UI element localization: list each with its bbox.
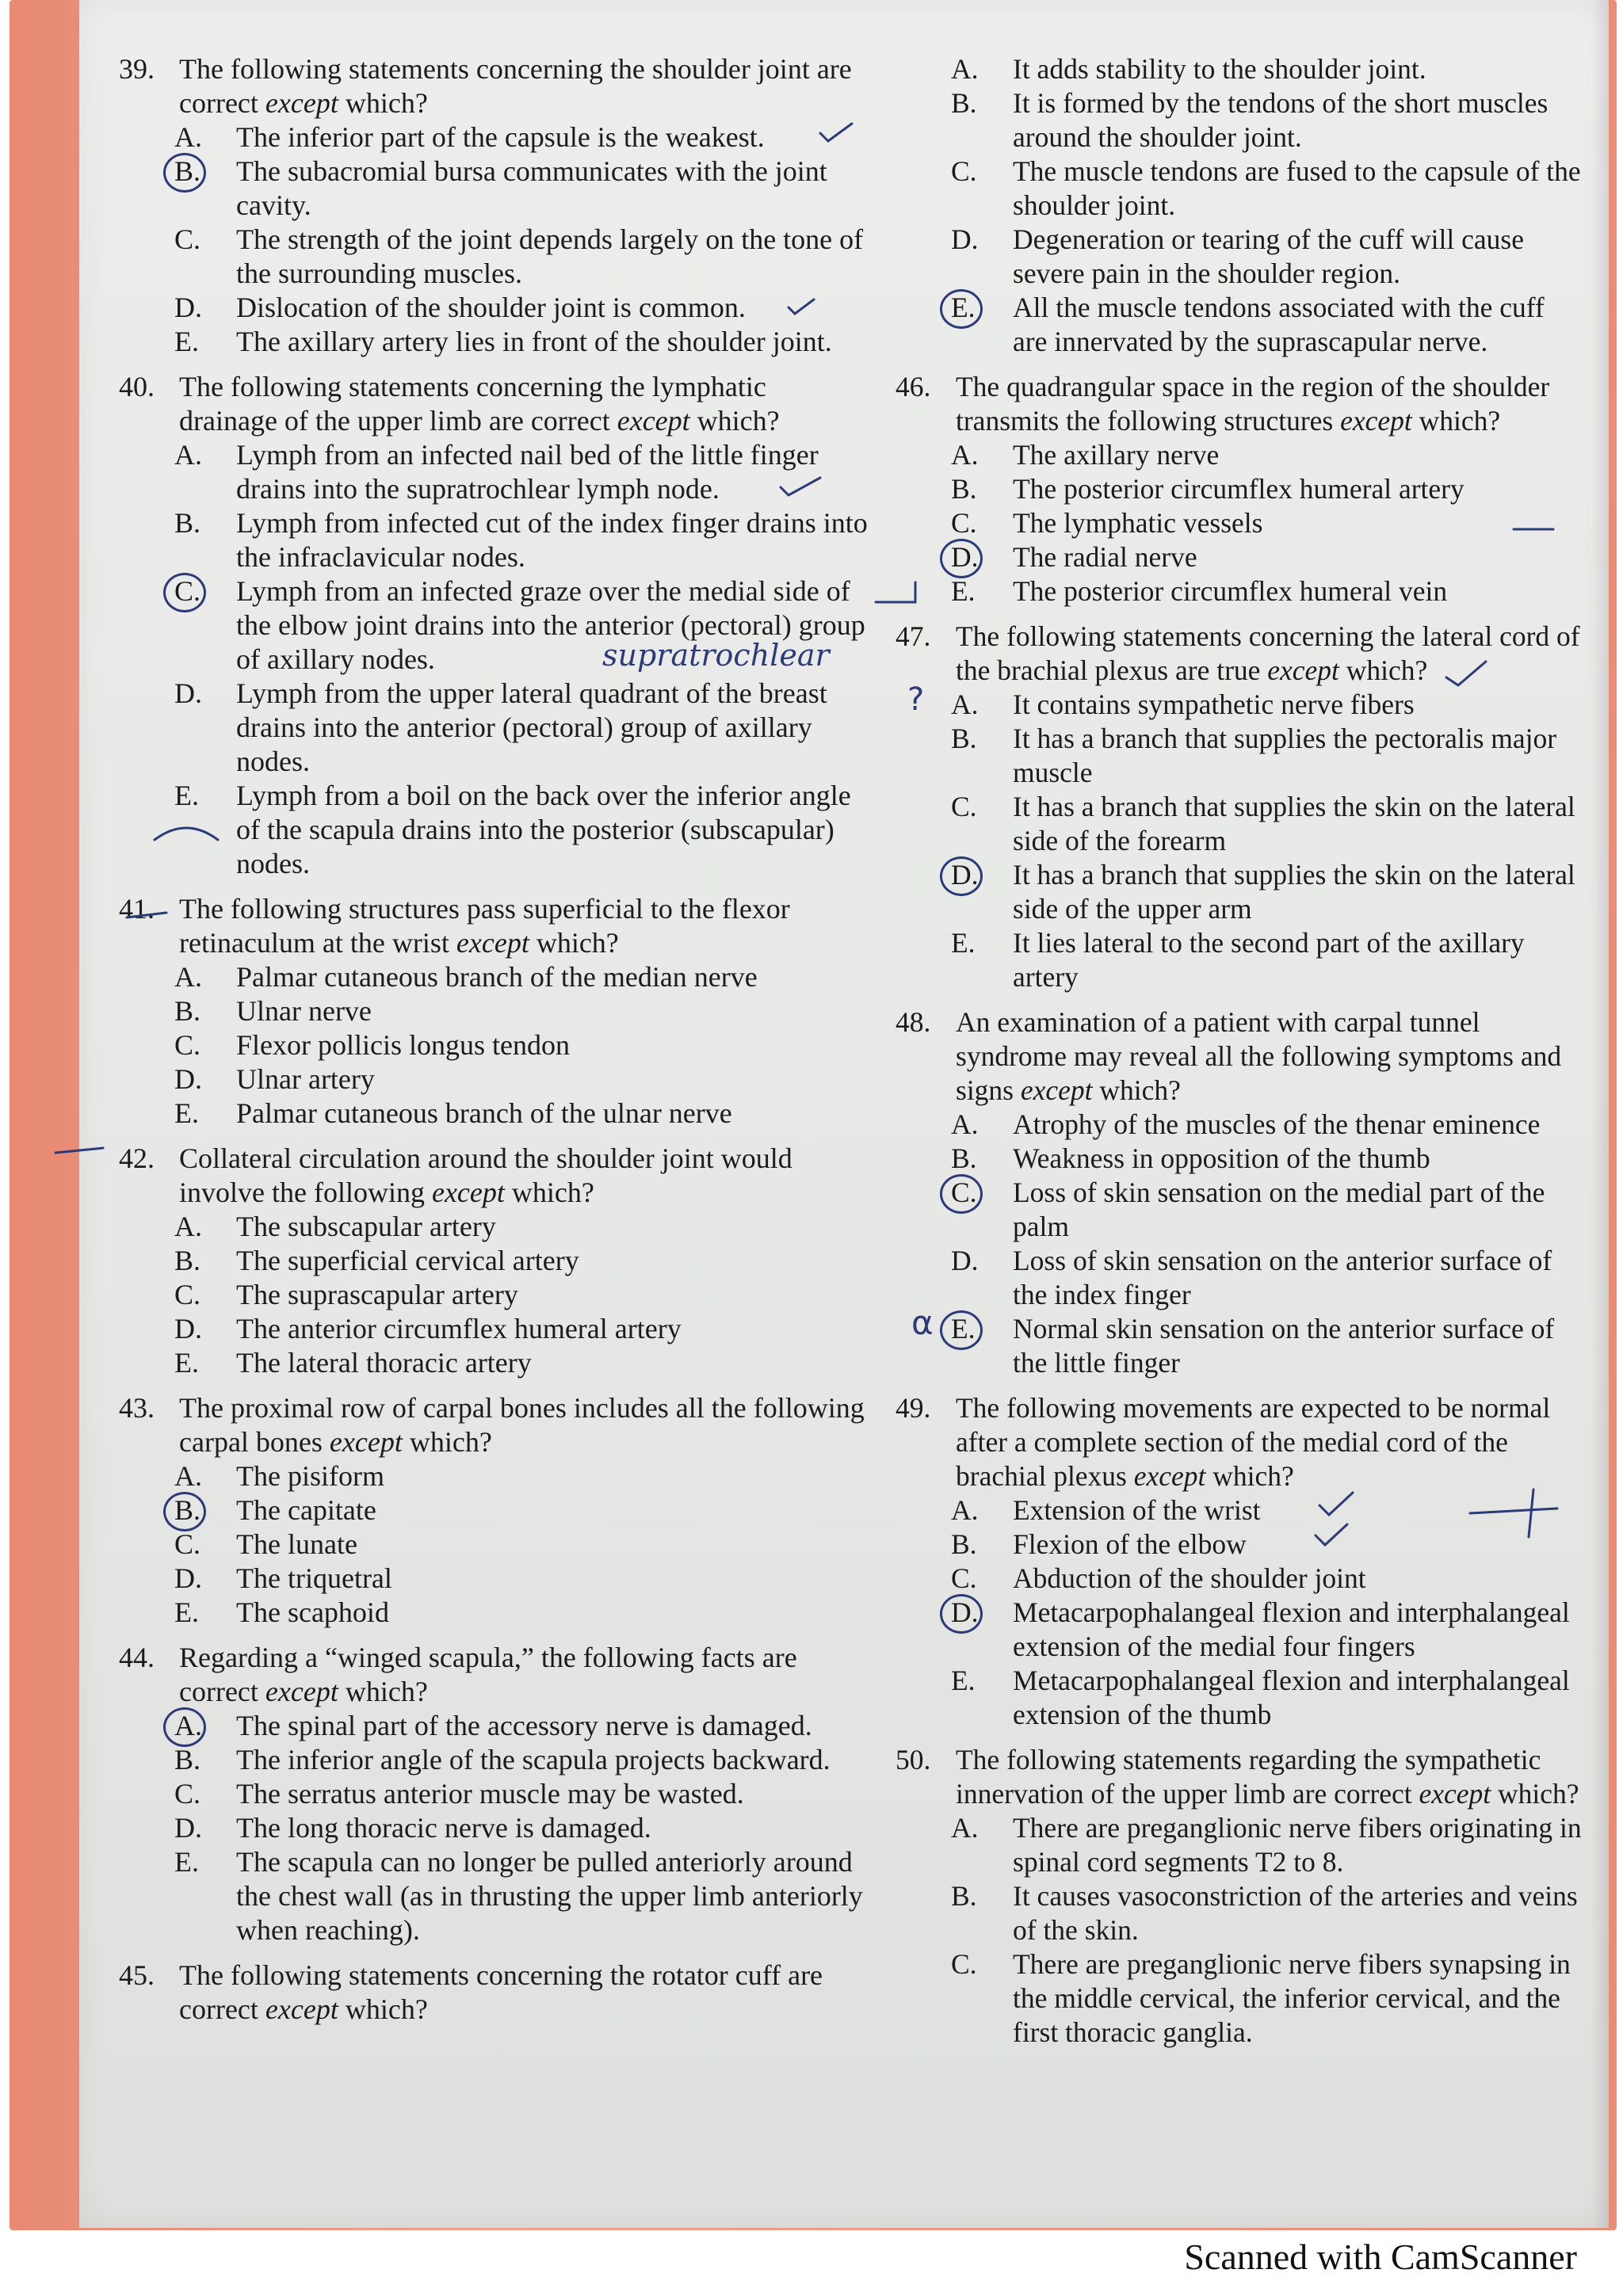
- option-letter: D.: [951, 1245, 979, 1276]
- option-a: [174, 438, 868, 506]
- option-b: [951, 1527, 1585, 1562]
- stem-emphasis: except: [1340, 405, 1412, 437]
- option-b: [174, 1493, 868, 1527]
- question-number: 46.: [896, 371, 931, 402]
- question-46: [896, 370, 1585, 608]
- option-a: [174, 120, 868, 154]
- option-letter: E.: [951, 927, 976, 959]
- option-letter: B.: [174, 995, 201, 1027]
- option-a: [174, 1709, 868, 1743]
- stem-part: which?: [504, 1177, 594, 1208]
- option-letter: B.: [174, 1245, 201, 1276]
- option-letter: B.: [951, 723, 977, 754]
- question-43: [119, 1391, 868, 1630]
- option-b: [174, 1244, 868, 1278]
- question-stem: [896, 1743, 1585, 1811]
- option-letter-circled: C.: [951, 1176, 1013, 1244]
- option-letter: C.: [174, 1029, 201, 1061]
- option-text: The scaphoid: [236, 1596, 389, 1628]
- option-e: [951, 1664, 1585, 1732]
- stem-part: The proximal row of carpal bones includes all the following carpal bones: [179, 1392, 865, 1458]
- option-text: Loss of skin sensation on the medial part of the palm: [1013, 1177, 1545, 1242]
- option-letter: A.: [951, 53, 979, 85]
- option-letter-circled: E.: [951, 291, 1013, 359]
- option-a: [951, 1493, 1585, 1527]
- option-c: [174, 1028, 868, 1062]
- question-45: [119, 1958, 868, 2027]
- stem-part: The following statements concerning the shoulder joint are correct: [179, 53, 852, 119]
- option-letter-circled: A.: [174, 1709, 236, 1743]
- scanner-watermark: Scanned with CamScanner: [1184, 2237, 1577, 2277]
- option-letter: A.: [951, 1812, 979, 1844]
- question-stem: [119, 1391, 868, 1459]
- handwritten-note: supratrochlear: [602, 638, 830, 673]
- stem-part: The quadrangular space in the region of the shoulder transmits the following structures: [956, 371, 1550, 437]
- option-c: [174, 1278, 868, 1312]
- option-text: Lymph from an infected nail bed of the little finger drains into the supratrochlear lymph node.: [236, 439, 819, 505]
- option-a: [951, 688, 1585, 722]
- stem-emphasis: except: [431, 1177, 505, 1208]
- option-a: [951, 438, 1585, 472]
- question-text: [179, 1391, 868, 1459]
- stem-part: The following movements are expected to be normal after a complete section of the medial cord of the brachial plexus: [956, 1392, 1551, 1492]
- option-text: The subscapular artery: [236, 1211, 496, 1242]
- option-e: [174, 325, 868, 359]
- option-c: [951, 790, 1585, 858]
- left-column: [119, 52, 868, 2038]
- option-text: Weakness in opposition of the thumb: [1013, 1142, 1430, 1174]
- stem-part: The following statements concerning the rotator cuff are correct: [179, 1959, 823, 2025]
- option-letter: A.: [174, 439, 202, 471]
- question-stem: [896, 1005, 1585, 1108]
- stem-part: The following statements concerning the lateral cord of the brachial plexus are true: [956, 620, 1580, 686]
- option-text: Metacarpophalangeal flexion and interphalangeal extension of the thumb: [1013, 1665, 1570, 1730]
- option-letter: D.: [174, 1063, 202, 1095]
- option-d: [951, 1596, 1585, 1664]
- option-b: [951, 1142, 1585, 1176]
- option-text: The capitate: [236, 1494, 376, 1526]
- option-text: Lymph from an infected graze over the medial side of the elbow joint drains into the anterior (pectoral) group of axillary nodes.: [236, 575, 865, 675]
- alpha-annotation: α: [911, 1303, 934, 1342]
- stem-emphasis: except: [1419, 1778, 1491, 1810]
- stem-emphasis: except: [329, 1426, 403, 1458]
- option-letter: B.: [951, 473, 977, 505]
- option-text: The inferior part of the capsule is the weakest.: [236, 121, 765, 153]
- question-44: [119, 1641, 868, 1947]
- option-letter-circled: C.: [174, 574, 236, 677]
- question-47: [896, 620, 1585, 994]
- option-text: Lymph from a boil on the back over the inferior angle of the scapula drains into the posterior (subscapular) nodes.: [236, 780, 851, 879]
- option-b: [951, 1879, 1585, 1947]
- stem-emphasis: except: [617, 405, 690, 437]
- question-number: 43.: [119, 1392, 155, 1424]
- option-e: [951, 291, 1585, 359]
- option-d: [174, 677, 868, 779]
- option-letter: B.: [951, 1528, 977, 1560]
- option-d: [174, 1062, 868, 1097]
- question-text: [956, 1391, 1585, 1493]
- question-stem: [119, 1142, 868, 1210]
- option-letter: D.: [951, 223, 979, 255]
- option-text: The strength of the joint depends largely on the tone of the surrounding muscles.: [236, 223, 864, 289]
- stem-emphasis: except: [1133, 1460, 1206, 1492]
- question-41: [119, 892, 868, 1131]
- question-50: [896, 1743, 1585, 2050]
- option-e: [174, 1097, 868, 1131]
- option-text: Palmar cutaneous branch of the ulnar nerve: [236, 1097, 732, 1129]
- option-text: It has a branch that supplies the skin on the lateral side of the forearm: [1013, 791, 1575, 856]
- option-c: [951, 1176, 1585, 1244]
- option-a: [951, 1108, 1585, 1142]
- option-text: Extension of the wrist: [1013, 1494, 1261, 1526]
- option-d: [951, 1244, 1585, 1312]
- option-letter: A.: [951, 1494, 979, 1526]
- option-letter-circled: D.: [951, 858, 1013, 926]
- question-text: [179, 52, 868, 120]
- option-letter: C.: [951, 507, 977, 539]
- option-letter: B.: [951, 1880, 977, 1912]
- option-text: There are preganglionic nerve fibers synapsing in the middle cervical, the inferior cervical, and the first thoracic ganglia.: [1013, 1948, 1571, 2048]
- stem-part: Regarding a “winged scapula,” the following facts are correct: [179, 1642, 797, 1707]
- option-text: It has a branch that supplies the pectoralis major muscle: [1013, 723, 1557, 788]
- question-number: 49.: [896, 1392, 931, 1424]
- option-text: The lateral thoracic artery: [236, 1347, 532, 1379]
- stem-part: Collateral circulation around the shoulder joint would involve the following: [179, 1142, 792, 1208]
- stem-part: which?: [1491, 1778, 1579, 1810]
- option-text: Ulnar nerve: [236, 995, 372, 1027]
- option-text: The pisiform: [236, 1460, 384, 1492]
- question-number: 48.: [896, 1006, 931, 1038]
- option-d: [174, 1312, 868, 1346]
- option-letter: D.: [174, 1313, 202, 1344]
- option-letter: B.: [951, 1142, 977, 1174]
- stem-part: which?: [1338, 654, 1428, 686]
- option-text: The long thoracic nerve is damaged.: [236, 1812, 651, 1844]
- question-text: [179, 1641, 868, 1709]
- question-48: [896, 1005, 1585, 1380]
- option-text: It lies lateral to the second part of the axillary artery: [1013, 927, 1525, 993]
- option-d: [174, 1811, 868, 1845]
- option-letter: E.: [174, 1097, 199, 1129]
- stem-emphasis: except: [265, 87, 338, 119]
- option-text: It causes vasoconstriction of the arteries and veins of the skin.: [1013, 1880, 1578, 1946]
- option-text: Normal skin sensation on the anterior surface of the little finger: [1013, 1313, 1555, 1379]
- option-letter: A.: [174, 121, 202, 153]
- option-text: Metacarpophalangeal flexion and interphalangeal extension of the medial four fingers: [1013, 1596, 1570, 1662]
- option-text: Atrophy of the muscles of the thenar eminence: [1013, 1108, 1541, 1140]
- option-d: [951, 858, 1585, 926]
- option-text: Loss of skin sensation on the anterior surface of the index finger: [1013, 1245, 1552, 1310]
- stem-part: The following statements regarding the sympathetic innervation of the upper limb are correct: [956, 1744, 1541, 1810]
- option-b: [174, 994, 868, 1028]
- option-text: The inferior angle of the scapula projects backward.: [236, 1744, 831, 1775]
- question-stem: [119, 1958, 868, 2027]
- option-text: Flexor pollicis longus tendon: [236, 1029, 570, 1061]
- option-b: [174, 154, 868, 223]
- option-e: [951, 1312, 1585, 1380]
- option-b: [951, 722, 1585, 790]
- option-letter: C.: [174, 1279, 201, 1310]
- option-text: Dislocation of the shoulder joint is common.: [236, 292, 746, 323]
- option-c: [174, 1527, 868, 1562]
- stem-part: An examination of a patient with carpal tunnel syndrome may reveal all the following symptoms and signs: [956, 1006, 1562, 1106]
- question-number: 39.: [119, 53, 155, 85]
- stem-emphasis: except: [265, 1676, 338, 1707]
- option-letter-circled: B.: [174, 154, 236, 223]
- option-text: The lymphatic vessels: [1013, 507, 1263, 539]
- option-text: The axillary artery lies in front of the shoulder joint.: [236, 326, 832, 357]
- option-letter: E.: [174, 780, 199, 811]
- option-letter-circled: E.: [951, 1312, 1013, 1380]
- option-a: [174, 1210, 868, 1244]
- option-letter: E.: [174, 326, 199, 357]
- option-letter-circled: D.: [951, 1596, 1013, 1664]
- question-number: 44.: [119, 1642, 155, 1673]
- question-text: [956, 1005, 1585, 1108]
- option-letter: A.: [174, 1460, 202, 1492]
- option-text: The spinal part of the accessory nerve is damaged.: [236, 1710, 812, 1741]
- option-c: [951, 1947, 1585, 2050]
- question-text: [179, 892, 868, 960]
- option-text: The posterior circumflex humeral artery: [1013, 473, 1465, 505]
- option-e: [951, 926, 1585, 994]
- option-c: [951, 154, 1585, 223]
- option-text: All the muscle tendons associated with the cuff are innervated by the suprascapular nerve.: [1013, 292, 1545, 357]
- question-text: [956, 370, 1585, 438]
- question-stem: [119, 52, 868, 120]
- question-42: [119, 1142, 868, 1380]
- option-c: [951, 1562, 1585, 1596]
- option-text: Degeneration or tearing of the cuff will cause severe pain in the shoulder region.: [1013, 223, 1524, 289]
- stem-part: which?: [1411, 405, 1501, 437]
- stem-part: which?: [1205, 1460, 1294, 1492]
- option-b: [951, 472, 1585, 506]
- question-number: 42.: [119, 1142, 155, 1174]
- option-text: The posterior circumflex humeral vein: [1013, 575, 1448, 607]
- option-a: [174, 1459, 868, 1493]
- stem-emphasis: except: [265, 1993, 338, 2025]
- option-text: The subacromial bursa communicates with the joint cavity.: [236, 155, 827, 221]
- question-number: 41.: [119, 893, 155, 925]
- option-e: [174, 1596, 868, 1630]
- option-letter: E.: [174, 1846, 199, 1878]
- question-stem: [896, 620, 1585, 688]
- option-letter: B.: [174, 1744, 201, 1775]
- option-d: [951, 223, 1585, 291]
- option-b: [174, 1743, 868, 1777]
- option-d: [174, 1562, 868, 1596]
- stem-part: which?: [338, 1676, 428, 1707]
- question-text: [179, 1142, 868, 1210]
- option-text: The anterior circumflex humeral artery: [236, 1313, 682, 1344]
- option-letter-circled: D.: [951, 540, 1013, 574]
- question-mark-annotation: ?: [907, 681, 925, 718]
- stem-emphasis: except: [456, 927, 529, 959]
- option-letter: C.: [951, 155, 977, 187]
- option-c: [951, 506, 1585, 540]
- option-letter: A.: [951, 439, 979, 471]
- option-d: [174, 291, 868, 325]
- stem-part: which?: [529, 927, 619, 959]
- option-letter: C.: [174, 223, 201, 255]
- option-text: The superficial cervical artery: [236, 1245, 579, 1276]
- option-letter: A.: [951, 1108, 979, 1140]
- option-letter: C.: [174, 1528, 201, 1560]
- question-text: [956, 620, 1585, 688]
- option-text: The suprascapular artery: [236, 1279, 518, 1310]
- stem-part: which?: [338, 87, 428, 119]
- option-d: [951, 540, 1585, 574]
- option-text: The serratus anterior muscle may be wasted.: [236, 1778, 744, 1810]
- question-stem: [896, 1391, 1585, 1493]
- option-letter: D.: [174, 292, 202, 323]
- option-text: The scapula can no longer be pulled anteriorly around the chest wall (as in thrusting the upper limb anteriorly when reaching).: [236, 1846, 863, 1946]
- option-text: Lymph from infected cut of the index finger drains into the infraclavicular nodes.: [236, 507, 868, 573]
- option-a: [951, 52, 1585, 86]
- option-e: [174, 1346, 868, 1380]
- option-letter: A.: [174, 1211, 202, 1242]
- option-text: The radial nerve: [1013, 541, 1197, 573]
- option-letter: E.: [951, 575, 976, 607]
- question-stem: [119, 370, 868, 438]
- question-40: [119, 370, 868, 881]
- question-stem: [119, 892, 868, 960]
- option-text: Flexion of the elbow: [1013, 1528, 1247, 1560]
- right-column: [896, 52, 1585, 2061]
- question-text: [179, 1958, 868, 2027]
- question-39: [119, 52, 868, 359]
- question-49: [896, 1391, 1585, 1732]
- option-text: The axillary nerve: [1013, 439, 1220, 471]
- option-text: Palmar cutaneous branch of the median nerve: [236, 961, 758, 993]
- option-e: [174, 779, 868, 881]
- option-letter: C.: [174, 1778, 201, 1810]
- option-text: The lunate: [236, 1528, 357, 1560]
- option-b: [174, 506, 868, 574]
- option-text: It adds stability to the shoulder joint.: [1013, 53, 1426, 85]
- question-number: 50.: [896, 1744, 931, 1775]
- option-c: [174, 1777, 868, 1811]
- option-text: Ulnar artery: [236, 1063, 375, 1095]
- stem-part: which?: [402, 1426, 492, 1458]
- option-text: The triquetral: [236, 1562, 392, 1594]
- option-text: There are preganglionic nerve fibers originating in spinal cord segments T2 to 8.: [1013, 1812, 1582, 1878]
- question-number: 40.: [119, 371, 155, 402]
- option-letter: D.: [174, 1562, 202, 1594]
- question-stem: [896, 370, 1585, 438]
- option-letter: D.: [174, 677, 202, 709]
- option-text: It is formed by the tendons of the short muscles around the shoulder joint.: [1013, 87, 1549, 153]
- option-text: Abduction of the shoulder joint: [1013, 1562, 1366, 1594]
- stem-part: The following structures pass superficial to the flexor retinaculum at the wrist: [179, 893, 790, 959]
- option-letter: A.: [174, 961, 202, 993]
- stem-part: which?: [689, 405, 780, 437]
- question-stem: [119, 1641, 868, 1709]
- option-text: It has a branch that supplies the skin on the lateral side of the upper arm: [1013, 859, 1575, 925]
- option-letter: E.: [174, 1596, 199, 1628]
- option-a: [174, 960, 868, 994]
- option-letter: D.: [174, 1812, 202, 1844]
- question-text: [956, 1743, 1585, 1811]
- option-b: [951, 86, 1585, 154]
- option-letter: A.: [951, 688, 979, 720]
- option-text: It contains sympathetic nerve fibers: [1013, 688, 1415, 720]
- option-letter: C.: [951, 1948, 977, 1980]
- option-letter-circled: B.: [174, 1493, 236, 1527]
- option-letter: C.: [951, 791, 977, 822]
- stem-part: which?: [338, 1993, 428, 2025]
- question-45-options: [896, 52, 1585, 359]
- option-letter: C.: [951, 1562, 977, 1594]
- stem-part: which?: [1092, 1074, 1181, 1106]
- stem-emphasis: except: [1267, 654, 1339, 686]
- option-letter: E.: [951, 1665, 976, 1696]
- option-e: [174, 1845, 868, 1947]
- question-text: [179, 370, 868, 438]
- option-letter: B.: [174, 507, 201, 539]
- option-letter: B.: [951, 87, 977, 119]
- option-letter: E.: [174, 1347, 199, 1379]
- page-edge-shadow: [1591, 0, 1609, 2228]
- option-text: Lymph from the upper lateral quadrant of the breast drains into the anterior (pectoral) group of axillary nodes.: [236, 677, 827, 777]
- stem-emphasis: except: [1020, 1074, 1093, 1106]
- question-number: 45.: [119, 1959, 155, 1991]
- stem-part: The following statements concerning the lymphatic drainage of the upper limb are correct: [179, 371, 766, 437]
- option-e: [951, 574, 1585, 608]
- option-a: [951, 1811, 1585, 1879]
- option-c: [174, 223, 868, 291]
- question-number: 47.: [896, 620, 931, 652]
- option-text: The muscle tendons are fused to the capsule of the shoulder joint.: [1013, 155, 1581, 221]
